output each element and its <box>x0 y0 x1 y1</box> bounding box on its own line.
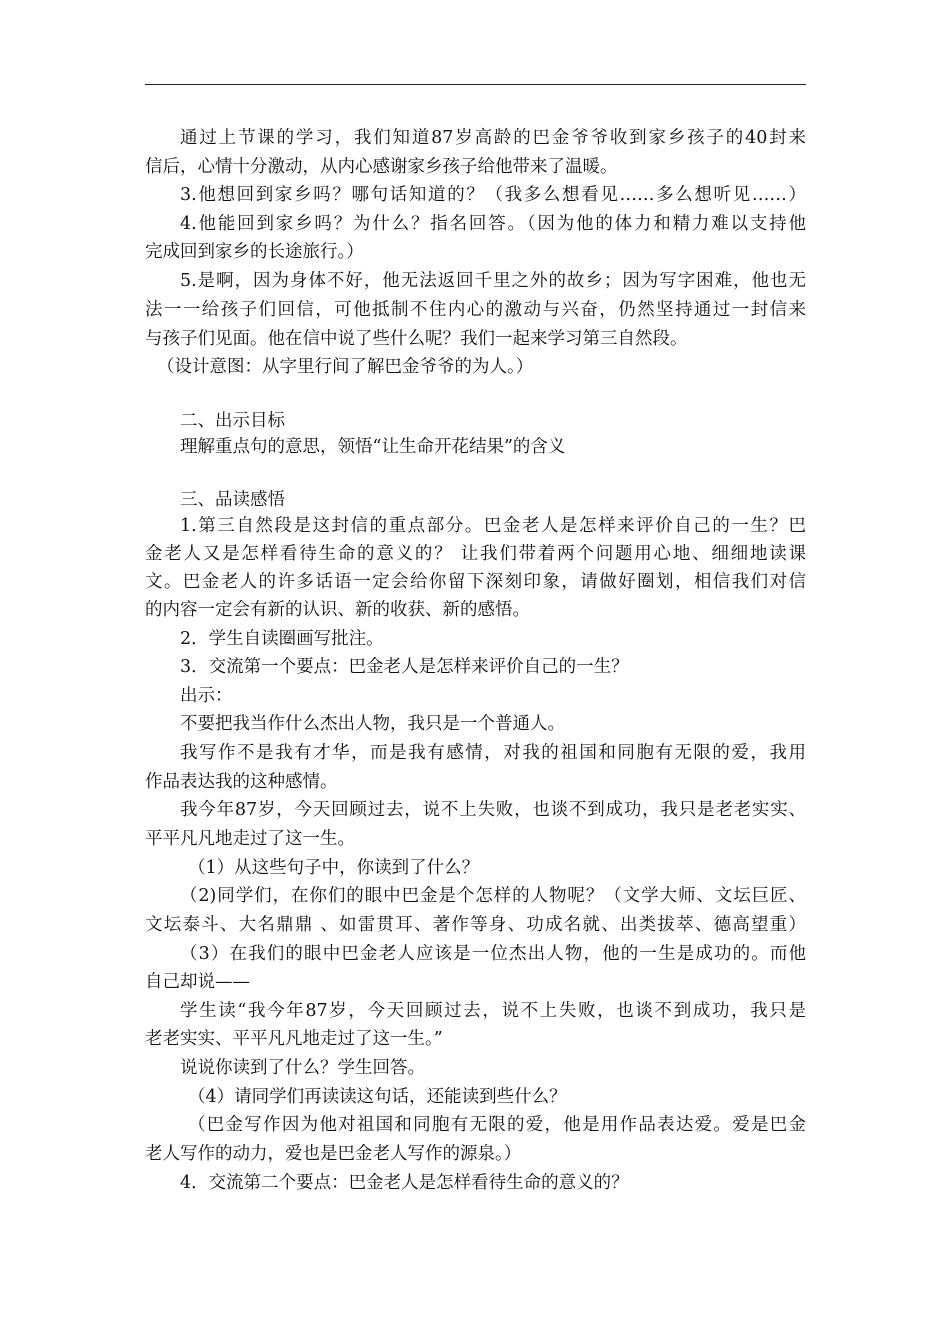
text-line-27: 文坛泰斗、大名鼎鼎 、如雷贯耳、著作等身、功成名就、出类拔萃、德高望重） <box>145 915 806 935</box>
text-line-17: 2．学生自读圈画写批注。 <box>180 629 384 649</box>
text-line-33: （4）请同学们再读读这句话，还能读到些什么？ <box>188 1087 567 1107</box>
text-line-23: 我今年87岁，今天回顾过去，说不上失败，也谈不到成功，我只是老老实实、 <box>180 800 806 820</box>
text-line-22: 作品表达我的这种感情。 <box>145 772 338 792</box>
text-line-32: 说说你读到了什么？学生回答。 <box>180 1058 425 1078</box>
text-line-28: （3）在我们的眼中巴金老人应该是一位杰出人物，他的一生是成功的。而他 <box>180 944 806 964</box>
text-line-4: 4.他能回到家乡吗？为什么？指名回答。（因为他的体力和精力难以支持他 <box>180 214 806 234</box>
text-line-36: 4．交流第二个要点：巴金老人是怎样看待生命的意义的？ <box>180 1173 629 1193</box>
text-line-31: 老老实实、平平凡凡地走过了这一生。” <box>145 1029 443 1049</box>
text-line-30: 学生读“我今年87岁，今天回顾过去，说不上失败，也谈不到成功，我只是 <box>180 1001 806 1021</box>
text-line-35: 老人写作的动力，爱也是巴金老人写作的源泉。） <box>145 1144 522 1164</box>
text-line-6: 5.是啊，因为身体不好，他无法返回千里之外的故乡；因为写字困难，他也无 <box>180 271 806 291</box>
text-line-7: 法一一给孩子们回信，可他抵制不住内心的激动与兴奋，仍然坚持通过一封信来 <box>145 300 806 320</box>
text-line-25: （1）从这些句子中，你读到了什么？ <box>188 858 480 878</box>
text-line-1: 通过上节课的学习，我们知道87岁高龄的巴金爷爷收到家乡孩子的40封来 <box>180 128 806 148</box>
text-line-19: 出示： <box>180 686 233 706</box>
text-line-18: 3．交流第一个要点：巴金老人是怎样来评价自己的一生？ <box>180 657 629 677</box>
text-line-9: （设计意图：从字里行间了解巴金爷爷的为人。） <box>157 357 534 377</box>
text-line-34: （巴金写作因为他对祖国和同胞有无限的爱，他是用作品表达爱。爱是巴金 <box>188 1115 806 1135</box>
text-line-3: 3.他想回到家乡吗？哪句话知道的？（我多么想看见……多么想听见……） <box>180 185 806 205</box>
text-line-29: 自己却说—— <box>145 972 250 992</box>
text-line-8: 与孩子们见面。他在信中说了些什么呢？我们一起来学习第三自然段。 <box>145 329 688 349</box>
text-line-5: 完成回到家乡的长途旅行。） <box>145 242 364 262</box>
section-heading-2: 二、出示目标 <box>180 411 285 431</box>
text-line-2: 信后，心情十分激动，从内心感谢家乡孩子给他带来了温暖。 <box>145 157 618 177</box>
text-line-26: （2)同学们，在你们的眼中巴金是个怎样的人物呢？（文学大师、文坛巨匠、 <box>180 886 806 906</box>
header-rule <box>145 84 806 85</box>
text-line-16: 的内容一定会有新的认识、新的收获、新的感悟。 <box>145 600 530 620</box>
text-line-20: 不要把我当作什么杰出人物，我只是一个普通人。 <box>180 714 565 734</box>
text-line-14: 金老人又是怎样看待生命的意义的？ 让我们带着两个问题用心地、细细地读课 <box>145 544 806 564</box>
section-heading-3: 三、品读感悟 <box>180 490 285 510</box>
text-line-13: 1.第三自然段是这封信的重点部分。巴金老人是怎样来评价自己的一生？巴 <box>180 516 806 536</box>
text-line-11: 理解重点句的意思，领悟“让生命开花结果”的含义 <box>180 437 566 457</box>
text-line-21: 我写作不是我有才华，而是我有感情，对我的祖国和同胞有无限的爱，我用 <box>180 743 806 763</box>
text-line-15: 文。巴金老人的许多话语一定会给你留下深刻印象，请做好圈划，相信我们对信 <box>145 572 806 592</box>
text-line-24: 平平凡凡地走过了这一生。 <box>145 829 355 849</box>
